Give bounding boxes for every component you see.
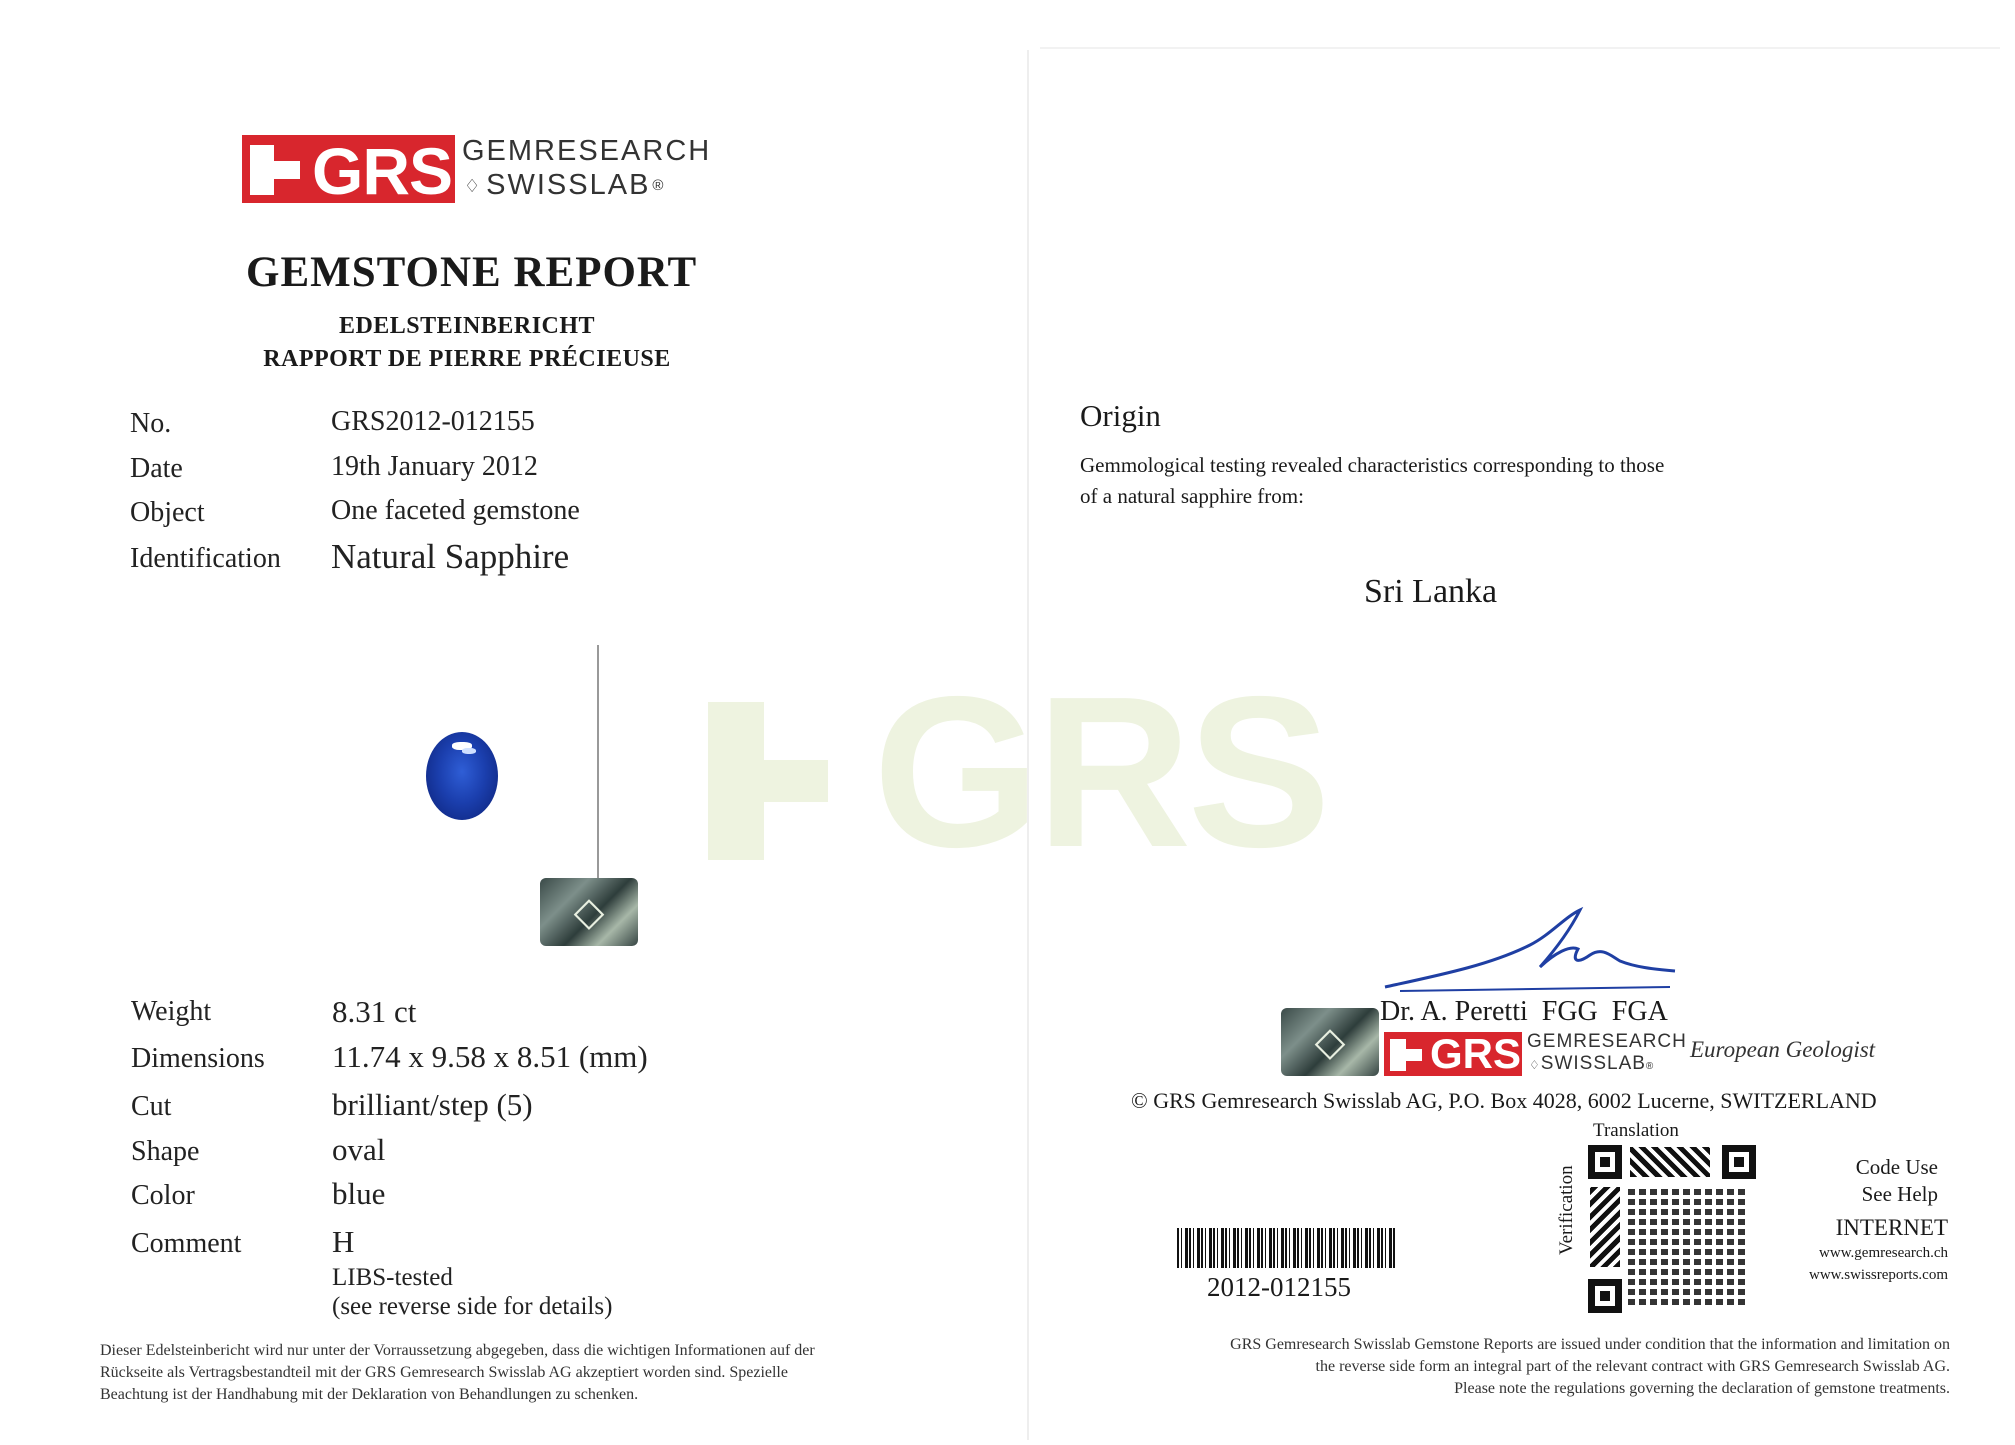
origin-text-line2: of a natural sapphire from: — [1080, 484, 1304, 508]
barcode — [1177, 1228, 1395, 1268]
legal-en-line: Please note the regulations governing the declaration of gemstone treatments. — [1454, 1380, 1950, 1397]
disclaimer-de — [100, 1340, 930, 1406]
signature — [1380, 905, 1680, 995]
field-value-number: GRS2012-012155 — [331, 406, 535, 437]
copyright-line: © GRS Gemresearch Swisslab AG, P.O. Box 4028, 6002 Lucerne, SWITZERLAND — [1131, 1088, 1877, 1113]
watermark-cross-bar — [708, 760, 828, 802]
field-value-date: 19th January 2012 — [331, 451, 538, 482]
swiss-cross-bar — [250, 161, 300, 179]
hologram-diamond-small-icon: ◇ — [1314, 1019, 1346, 1065]
comment-libs: LIBS-tested — [332, 1264, 453, 1291]
hologram-diamond-icon: ◇ — [573, 889, 605, 935]
field-value-comment: H — [332, 1224, 355, 1259]
field-label-date: Date — [130, 453, 183, 484]
field-label-comment: Comment — [131, 1228, 242, 1259]
verification-label: Verification — [1556, 1165, 1577, 1255]
qr-modules-left — [1590, 1187, 1620, 1267]
disclaimer-de-line: Rückseite als Vertragsbestandteil mit der GRS Gemresearch Swisslab AG akzeptiert worden sind. Spezielle — [100, 1364, 788, 1381]
field-label-color: Color — [131, 1180, 195, 1211]
origin-country: Sri Lanka — [1364, 573, 1498, 610]
brand-logo — [242, 133, 712, 208]
hologram-seal-icon — [540, 878, 638, 946]
qr-modules-top — [1630, 1147, 1710, 1177]
field-label-shape: Shape — [131, 1136, 200, 1167]
qr-finder-dot — [1600, 1157, 1610, 1167]
watermark-text: GRS — [873, 651, 1327, 892]
logo-mark: GRS — [312, 134, 453, 208]
legal-en-line: GRS Gemresearch Swisslab Gemstone Reports are issued under condition that the information and limitation on — [1230, 1336, 1950, 1353]
field-value-identification: Natural Sapphire — [331, 537, 570, 576]
disclaimer-de-line: Beachtung ist der Handhabung mit der Deklaration von Behandlungen zu schenken. — [100, 1386, 639, 1403]
field-label-dimensions: Dimensions — [131, 1043, 265, 1074]
logo-small-line1: GEMRESEARCH — [1527, 1031, 1687, 1052]
code-use-label: Code Use — [1855, 1155, 1938, 1179]
field-label-weight: Weight — [131, 996, 212, 1027]
url-gemresearch[interactable]: www.gemresearch.ch — [1819, 1245, 1948, 1261]
swiss-cross-small-bar — [1390, 1049, 1422, 1061]
field-label-identification: Identification — [130, 543, 281, 574]
origin-text-line1: Gemmological testing revealed characteristics corresponding to those — [1080, 453, 1665, 477]
logo-small-mark: GRS — [1430, 1030, 1522, 1077]
signatory-title: European Geologist — [1690, 1037, 1876, 1062]
top-edge-line — [1040, 47, 2000, 49]
logo-line2-wrap — [464, 171, 665, 200]
logo-red-box — [242, 134, 455, 208]
url-swissreports[interactable]: www.swissreports.com — [1808, 1267, 1948, 1283]
field-value-object: One faceted gemstone — [331, 495, 580, 526]
diamond-icon: ♢ — [464, 175, 483, 196]
qr-code[interactable] — [1588, 1145, 1756, 1313]
logo-line2: SWISSLAB — [486, 169, 651, 201]
report-subtitle-fr: RAPPORT DE PIERRE PRÉCIEUSE — [263, 346, 671, 372]
registered-small-mark: ® — [1645, 1061, 1655, 1072]
barcode-number: 2012-012155 — [1207, 1272, 1351, 1302]
field-value-shape: oval — [332, 1132, 386, 1167]
legal-en-line: the reverse side form an integral part of the relevant contract with GRS Gemresearch Swisslab AG. — [1315, 1358, 1950, 1375]
field-value-dimensions: 11.74 x 9.58 x 8.51 (mm) — [332, 1039, 648, 1074]
field-value-weight: 8.31 ct — [332, 994, 417, 1029]
logo-small-red-box — [1384, 1032, 1522, 1076]
sapphire-highlight-2 — [462, 748, 476, 754]
field-label-object: Object — [130, 497, 205, 528]
qr-finder-dot — [1734, 1157, 1744, 1167]
grs-watermark — [708, 651, 1348, 892]
comment-reverse-note: (see reverse side for details) — [332, 1293, 613, 1320]
registered-mark: ® — [652, 177, 666, 194]
signatory-name: Dr. A. Peretti FGG FGA — [1380, 996, 1668, 1027]
report-subtitle-de: EDELSTEINBERICHT — [338, 313, 596, 339]
qr-modules — [1628, 1185, 1748, 1305]
report-title: GEMSTONE REPORT — [246, 249, 698, 296]
disclaimer-de-line: Dieser Edelsteinbericht wird nur unter der Vorraussetzung abgegeben, dass die wichtigen Informationen auf der — [100, 1342, 815, 1359]
field-value-cut: brilliant/step (5) — [332, 1087, 533, 1122]
see-help-label: See Help — [1861, 1182, 1938, 1206]
logo-small-line2-wrap — [1529, 1054, 1654, 1073]
qr-finder-dot — [1600, 1291, 1610, 1301]
origin-heading: Origin — [1080, 398, 1161, 433]
internet-label: INTERNET — [1835, 1215, 1948, 1240]
hologram-seal-small-icon — [1281, 1008, 1379, 1076]
legal-en — [1100, 1334, 1950, 1400]
diamond-small-icon: ♢ — [1529, 1058, 1541, 1072]
field-label-cut: Cut — [131, 1091, 172, 1122]
translation-label: Translation — [1593, 1120, 1679, 1141]
brand-logo-small — [1384, 1030, 1687, 1077]
logo-line1: GEMRESEARCH — [462, 135, 712, 167]
field-label-number: No. — [130, 408, 172, 439]
field-value-color: blue — [332, 1176, 386, 1211]
hologram-pointer-line — [597, 645, 599, 885]
logo-small-line2: SWISSLAB — [1540, 1053, 1646, 1074]
